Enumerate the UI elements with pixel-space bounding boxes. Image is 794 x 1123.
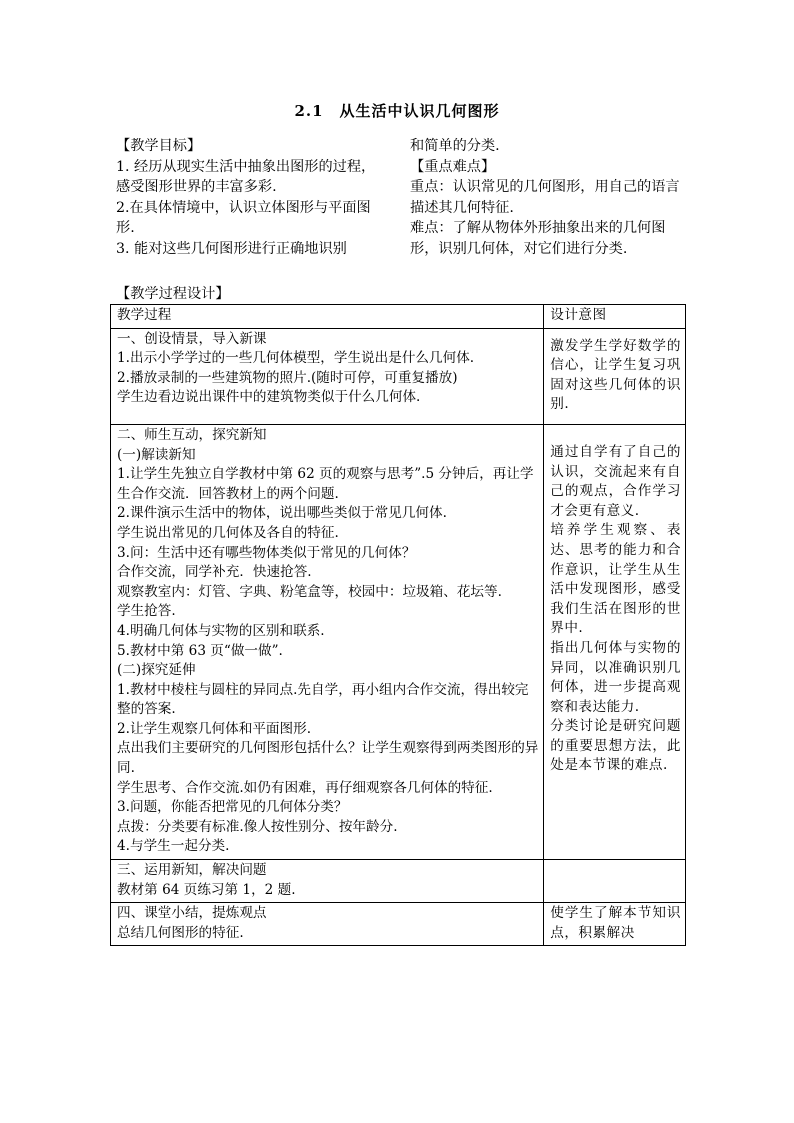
intent-text: 使学生了解本节知识点，积累解决 xyxy=(550,905,681,941)
intent-text: 通过自学有了自己的认识，交流起来有自己的观点，合作学习才会更有意义. xyxy=(550,443,681,519)
table-row xyxy=(111,860,686,903)
section-2-line: 观察教室内：灯管、字典、粉笔盒等，校园中：垃圾箱、花坛等. xyxy=(117,583,502,600)
difficulty-point: 难点：了解从物体外形抽象出来的几何图形，识别几何体，对它们进行分类. xyxy=(410,220,666,257)
section-3-cell xyxy=(111,860,544,903)
section-1-cell xyxy=(111,328,544,424)
section-3-line: 教材第 64 页练习第 1，2 题. xyxy=(117,881,296,898)
objective-continuation: 和简单的分类. xyxy=(410,138,500,154)
section-1-line: 2.播放录制的一些建筑物的照片.(随时可停，可重复播放) xyxy=(117,369,458,386)
process-heading: 【教学过程设计】 xyxy=(116,286,230,302)
lesson-table xyxy=(110,304,686,946)
section-1-line: 1.出示小学学过的一些几何体模型，学生说出是什么几何体. xyxy=(117,350,475,367)
section-2-line: (二)探究延伸 xyxy=(117,662,196,679)
section-3-intent xyxy=(544,860,686,903)
section-2-line: 3.问：生活中还有哪些物体类似于常见的几何体？ xyxy=(117,544,416,561)
table-header-row xyxy=(111,305,686,329)
section-2-line: 学生思考、合作交流.如仍有困难，再仔细观察各几何体的特征. xyxy=(117,779,493,796)
section-2-line: 3.问题，你能否把常见的几何体分类？ xyxy=(117,799,348,816)
section-2-line: 学生抢答. xyxy=(117,603,176,620)
objective-item: 1. 经历从现实生活中抽象出图形的过程，感受图形世界的丰富多彩. xyxy=(116,158,376,195)
table-row xyxy=(111,903,686,946)
section-2-line: 1.让学生先独立自学教材中第 62 页的观察与思考”.5 分钟后，再让学生合作交流．回答教材上的两个问题. xyxy=(117,466,534,502)
intent-text: 指出几何体与实物的异同，以准确识别几何体，进一步提高观察和表达能力. xyxy=(550,639,681,715)
intent-text: 培养学生观察、表达、思考的能力和合作意识，让学生从生活中发现图形，感受我们生活在图形的世界中. xyxy=(550,522,681,637)
section-2-line: 点拨：分类要有标准.像人按性别分、按年龄分. xyxy=(117,818,398,835)
section-4-intent xyxy=(544,903,686,946)
key-points-heading: 【重点难点】 xyxy=(410,158,496,175)
section-2-line: 学生说出常见的几何体及各自的特征. xyxy=(117,524,339,541)
objectives-column xyxy=(116,136,388,259)
section-2-line: 合作交流，同学补充．快速抢答. xyxy=(117,564,312,581)
section-4-line: 四、课堂小结，提炼观点 xyxy=(117,905,267,922)
header-intent: 设计意图 xyxy=(544,305,686,329)
section-2-line: 点出我们主要研究的几何图形包括什么？让学生观察得到两类图形的异同. xyxy=(117,740,539,777)
objective-item: 2.在具体情境中，认识立体图形与平面图形. xyxy=(116,199,371,236)
table-row xyxy=(111,424,686,859)
section-2-line: 2.课件演示生活中的物体，说出哪些类似于常见几何体. xyxy=(117,505,447,522)
section-3-line: 三、运用新知，解决问题 xyxy=(117,862,267,879)
section-2-intent xyxy=(544,424,686,859)
header-process: 教学过程 xyxy=(111,305,544,329)
section-2-cell xyxy=(111,424,544,859)
intent-text: 分类讨论是研究问题的重要思想方法，此处是本节课的难点. xyxy=(550,718,681,774)
table-row xyxy=(111,328,686,424)
section-1-line: 一、创设情景，导入新课 xyxy=(117,330,267,347)
section-2-line: 2.让学生观察几何体和平面图形. xyxy=(117,720,312,737)
page-title: 2.1 从生活中认识几何图形 xyxy=(294,102,500,120)
intent-text: 激发学生学好数学的信心，让学生复习巩固对这些几何体的识别. xyxy=(550,337,681,413)
section-1-intent xyxy=(544,328,686,424)
section-2-line: (一)解读新知 xyxy=(117,446,196,463)
section-2-line: 5.教材中第 63 页“做一做”. xyxy=(117,642,283,659)
section-2-line: 1.教材中棱柱与圆柱的异同点.先自学，再小组内合作交流，得出较完整的答案. xyxy=(117,681,529,718)
section-2-line: 4.明确几何体与实物的区别和联系. xyxy=(117,622,325,639)
objective-item: 3. 能对这些几何图形进行正确地识别 xyxy=(116,240,347,257)
key-point: 重点：认识常见的几何图形，用自己的语言描述其几何特征. xyxy=(410,179,680,216)
section-4-line: 总结几何图形的特征. xyxy=(117,924,244,941)
objectives-heading: 【教学目标】 xyxy=(116,138,202,154)
section-2-line: 二、师生互动，探究新知 xyxy=(117,426,267,443)
key-points-column xyxy=(410,136,682,259)
section-1-line: 学生边看边说出课件中的建筑物类似于什么几何体. xyxy=(117,389,421,406)
section-2-line: 4.与学生一起分类. xyxy=(117,838,230,855)
section-4-cell xyxy=(111,903,544,946)
